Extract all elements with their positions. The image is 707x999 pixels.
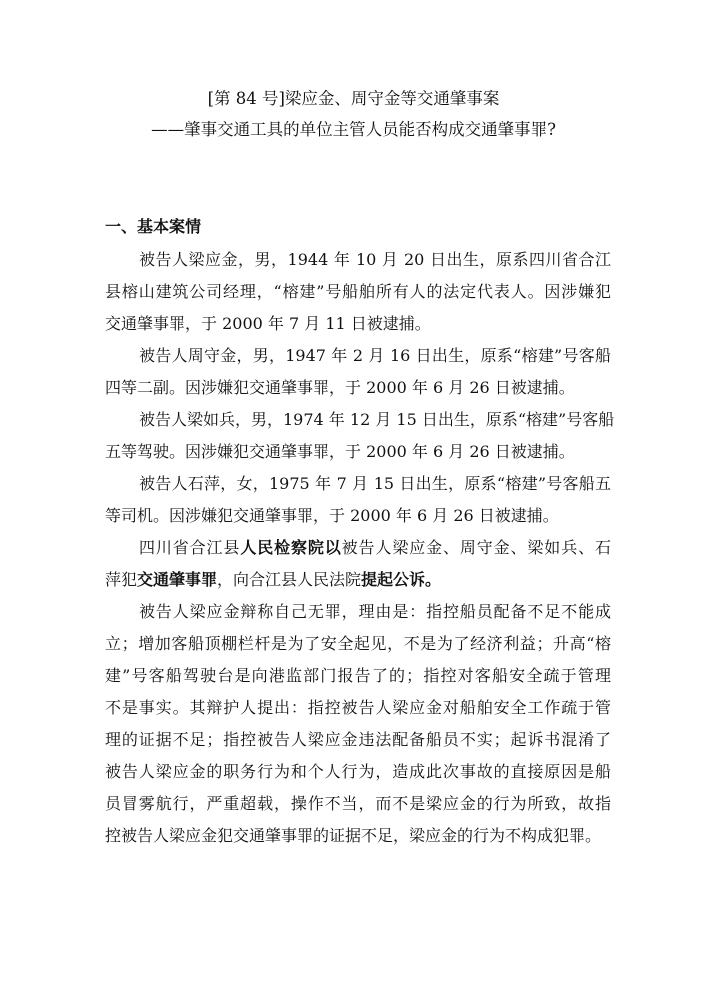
text-run-bold: 人民检察院以 (240, 538, 342, 557)
text-run: 四川省合江县 (139, 538, 241, 557)
text-line: 被告人梁应金辩称自己无罪，理由是：指控船员配备不足不能成 (139, 602, 611, 621)
text-line: 控被告人梁应金犯交通肇事罪的证据不足，梁应金的行为不构成犯罪。 (105, 826, 602, 845)
text-line: 四等二副。因涉嫌犯交通肇事罪，于 2000 年 6 月 26 日被逮捕。 (105, 378, 575, 397)
text-line: 被告人梁应金，男，1944 年 10 月 20 日出生，原系四川省合江 (139, 250, 611, 269)
case-facts-body (105, 244, 615, 852)
text-line: 建”号客船驾驶台是向港监部门报告了的；指控对客船安全疏于管理 (105, 666, 611, 685)
text-line: 五等驾驶。因涉嫌犯交通肇事罪，于 2000 年 6 月 26 日被逮捕。 (105, 442, 575, 461)
text-line: 不是事实。其辩护人提出：指控被告人梁应金对船舶安全工作疏于管 (105, 698, 611, 717)
text-run-bold: 交通肇事罪 (137, 570, 218, 589)
section-heading-basic-facts: 一、基本案情 (105, 217, 202, 236)
text-line: 被告人周守金，男，1947 年 2 月 16 日出生，原系“榕建”号客船 (139, 346, 611, 365)
text-line: 员冒雾航行，严重超载，操作不当，而不是梁应金的行为所致，故指 (105, 794, 611, 813)
text-run: 萍犯 (105, 570, 138, 589)
paragraph-defendant-shi-ping (105, 468, 611, 532)
text-line: 理的证据不足；指控被告人梁应金违法配备船员不实；起诉书混淆了 (105, 730, 611, 749)
paragraph-prosecution (105, 532, 611, 596)
text-line: 立；增加客船顶棚栏杆是为了安全起见，不是为了经济利益；升高“榕 (105, 634, 611, 653)
text-line: 被告人梁应金的职务行为和个人行为，造成此次事故的直接原因是船 (105, 762, 611, 781)
document-title: [第 84 号]梁应金、周守金等交通肇事案 (207, 89, 500, 108)
text-run-bold: 提起公诉。 (361, 570, 442, 589)
paragraph-defendant-liang-yingjin (105, 244, 611, 340)
text-run: ，向合江县人民法院 (217, 570, 362, 589)
text-line: 被告人梁如兵，男，1974 年 12 月 15 日出生，原系“榕建”号客船 (139, 410, 615, 429)
text-line: 等司机。因涉嫌犯交通肇事罪，于 2000 年 6 月 26 日被逮捕。 (105, 506, 559, 525)
paragraph-defense-argument (105, 596, 611, 852)
paragraph-defendant-liang-rubing (105, 404, 615, 468)
text-line: 交通肇事罪，于 2000 年 7 月 11 日被逮捕。 (105, 314, 431, 333)
paragraph-defendant-zhou-shoujin (105, 340, 611, 404)
text-run: 被告人梁应金、周守金、梁如兵、石 (341, 538, 611, 557)
text-line (105, 564, 611, 596)
text-line: 县榕山建筑公司经理，“榕建”号船舶所有人的法定代表人。因涉嫌犯 (105, 282, 611, 301)
text-line (105, 532, 611, 564)
text-line: 被告人石萍，女，1975 年 7 月 15 日出生，原系“榕建”号客船五 (139, 474, 611, 493)
document-subtitle: ——肇事交通工具的单位主管人员能否构成交通肇事罪? (151, 120, 556, 139)
